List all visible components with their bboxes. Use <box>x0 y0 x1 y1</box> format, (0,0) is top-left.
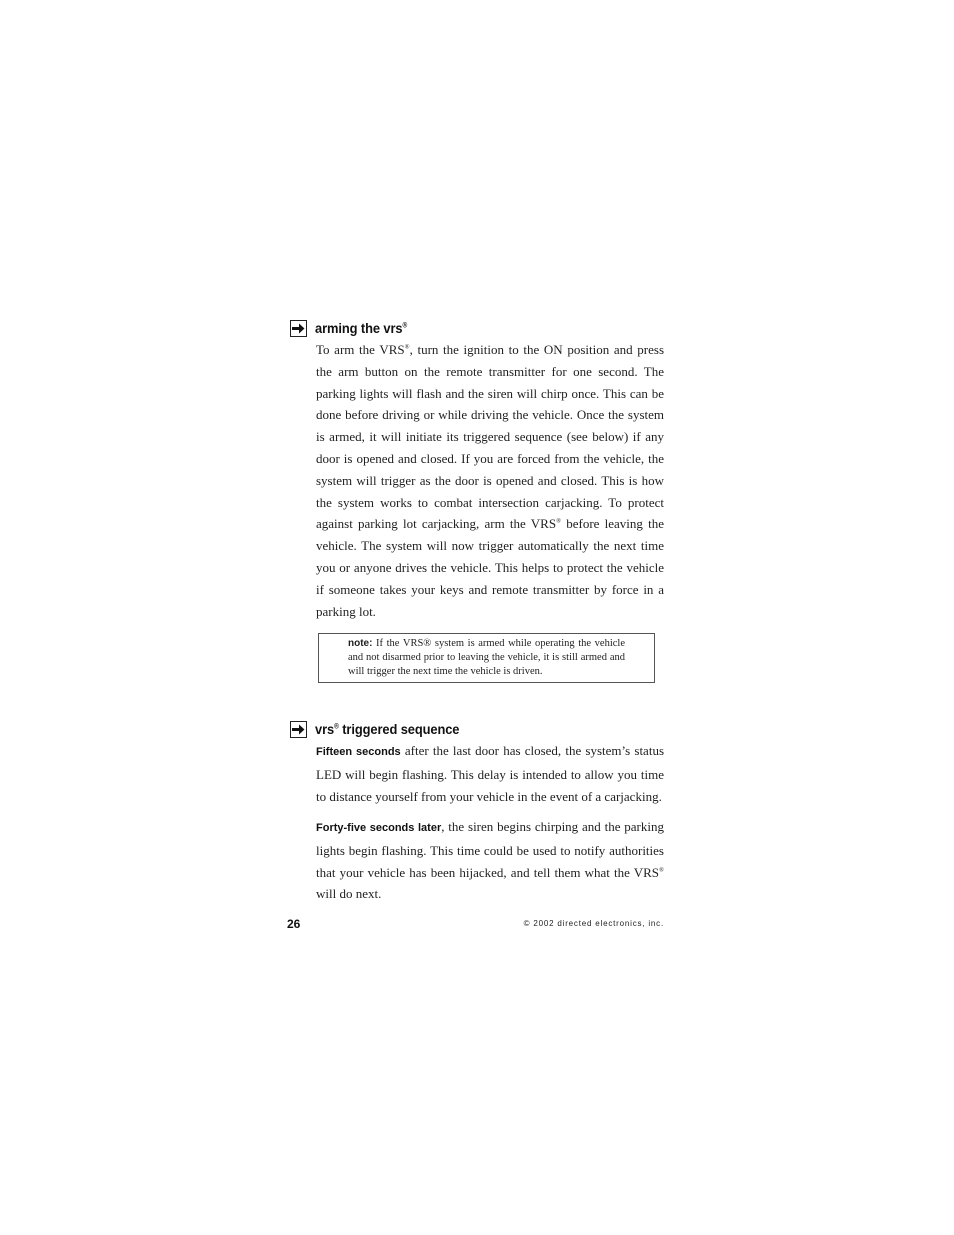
arming-paragraph: To arm the VRS®, turn the ignition to the ON position and press the arm button on the remote transmitter for one second. The parking lights will flash and the siren will chirp once. This can be done before driving or while driving the vehicle. Once the system is armed, it will initiate its triggered sequence (see below) if any door is opened and closed. If you are forced from the vehicle, the system will trigger as the door is opened and closed. This is how the system works to combat intersection carjacking. To protect against parking lot carjacking, arm the VRS® before leaving the vehicle. The system will now trigger automatically the next time you or anyone drives the vehicle. This helps to protect the vehicle if someone takes your keys and remote transmitter by force in a parking lot. <box>316 342 664 619</box>
section-title-arming: arming the vrs® <box>315 320 408 336</box>
fifteen-seconds-paragraph: Fifteen seconds after the last door has closed, the system’s status LED will begin flashing. This delay is intended to allow you time to distance yourself from your vehicle in the event of a carjacking. <box>316 743 665 804</box>
copyright-notice: © 2002 directed electronics, inc. <box>523 919 664 928</box>
section-heading-triggered <box>290 719 472 739</box>
forty-five-seconds-paragraph: Forty-five seconds later, the siren begins chirping and the parking lights begin flashing. This time could be used to notify authorities that your vehicle has been hijacked, and tell them what the VRS® will do next. <box>316 819 664 902</box>
note-box <box>318 633 655 683</box>
note-text: note: If the VRS® system is armed while operating the vehicle and not disarmed prior to leaving the vehicle, it is still armed and will trigger the next time the vehicle is driven. <box>348 638 625 677</box>
arrow-right-icon <box>290 721 307 738</box>
note-label: note: <box>348 638 373 649</box>
arrow-right-icon <box>290 320 307 337</box>
section-title-triggered: vrs® triggered sequence <box>315 721 460 737</box>
section-heading-arming <box>290 318 415 338</box>
page-number: 26 <box>287 917 301 931</box>
